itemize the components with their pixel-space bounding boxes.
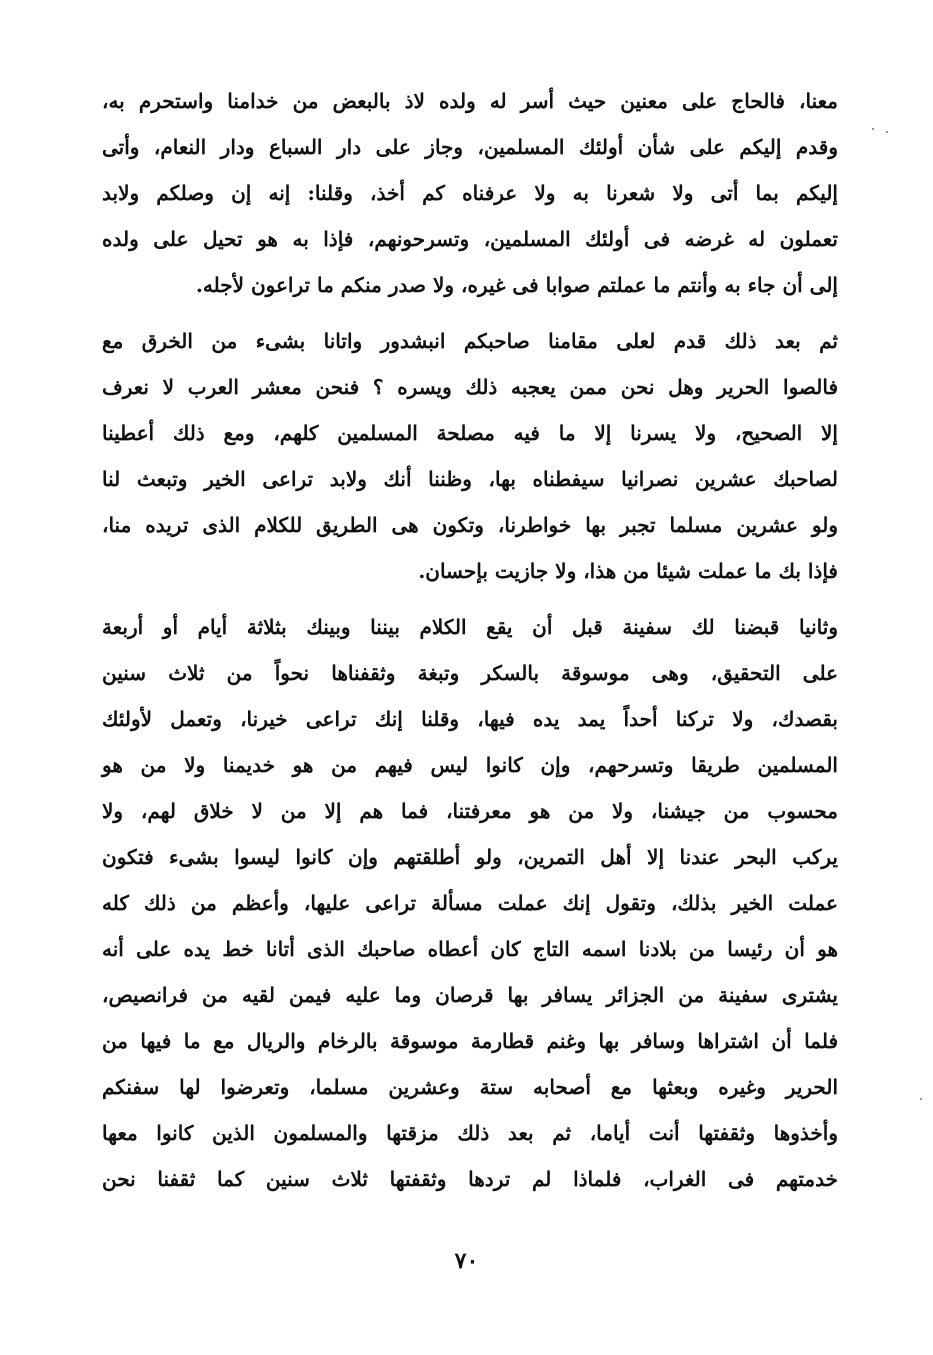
text-line: محسوب من جيشنا، ولا من هو معرفتنا، فما هم إلا من لا خلاق لهم، ولا [102, 799, 838, 823]
text-line: يركب البحر عندنا إلا أهل التمرين، ولو أطلقتهم وإن كانوا ليسوا بشىء فتكون [102, 845, 838, 869]
page-number: ٧٠ [454, 1248, 479, 1274]
scan-speck [920, 1098, 922, 1100]
text-line: إليكم بما أتى ولا شعرنا به ولا عرفناه كم أخذ، وقلنا: إنه إن وصلكم ولابد [102, 181, 838, 205]
text-line: عملت الخير بذلك، وتقول إنك عملت مسألة تراعى عليها، وأعظم من ذلك كله [102, 891, 838, 915]
text-line: وأخذوها وثقفتها أنت أياما، ثم بعد ذلك مزقتها والمسلمون الذين كانوا معها [102, 1121, 838, 1145]
text-line: الحرير وغيره وبعثها مع أصحابه ستة وعشرين مسلما، وتعرضوا لها سفنكم [102, 1075, 838, 1099]
text-line: إلى أن جاء به وأنتم ما عملتم صوابا فى غيره، ولا صدر منكم ما تراعون لأجله. [195, 273, 838, 297]
text-line: وثانيا قبضنا لك سفينة قبل أن يقع الكلام بيننا وبينك بثلاثة أيام أو أربعة [102, 615, 838, 639]
text-line: يشترى سفينة من الجزائر يسافر بها قرصان وما عليه فيمن لقيه من فرانصيص، [102, 983, 838, 1007]
text-line: المسلمين طريقا وتسرحهم، وإن كانوا ليس فيهم من هو خديمنا ولا من هو [102, 753, 838, 777]
text-line: فالصوا الحرير وهل نحن ممن يعجبه ذلك ويسره ؟ فنحن معشر العرب لا نعرف [102, 375, 838, 399]
text-line: وقدم إليكم على شأن أولئك المسلمين، وجاز على دار السباع ودار النعام، وأتى [102, 135, 838, 159]
scan-speck [872, 128, 874, 130]
text-line: على التحقيق، وهى موسوقة بالسكر وتبغة وثقفناها نحواً من ثلاث سنين [102, 661, 838, 685]
text-line: ولو عشرين مسلما تجبر بها خواطرنا، وتكون هى الطريق للكلام الذى تريده منا، [102, 513, 838, 537]
text-line: فإذا بك ما عملت شيئا من هذا، ولا جازيت بإحسان. [418, 559, 838, 583]
text-line: بقصدك، ولا تركنا أحداً يمد يده فيها، وقلنا إنك تراعى خيرنا، وتعمل لأولئك [102, 707, 838, 731]
scan-speck [886, 131, 888, 133]
paragraph-gap [102, 594, 838, 604]
text-line: معنا، فالحاج على معنين حيث أسر له ولده لاذ بالبعض من خدامنا واستحرم به، [102, 89, 838, 113]
text-line: إلا الصحيح، ولا يسرنا إلا ما فيه مصلحة المسلمين كلهم، ومع ذلك أعطينا [102, 421, 838, 445]
text-line: ثم بعد ذلك قدم لعلى مقامنا صاحبكم انبشدور واتانا بشىء من الخرق مع [102, 329, 838, 353]
text-line: فلما أن اشتراها وسافر بها وغنم قطارمة موسوقة بالرخام والريال مع ما فيها من [102, 1029, 839, 1053]
text-line: لصاحبك عشرين نصرانيا سيفطناه بها، وظننا أنك ولابد تراعى الخير وتبعث لنا [102, 467, 838, 491]
body-text [102, 78, 838, 1202]
text-line: خدمتهم فى الغراب، فلماذا لم تردها وثقفتها ثلاث سنين كما ثقفنا نحن [102, 1167, 839, 1191]
text-line: تعملون له غرضه فى أولئك المسلمين، وتسرحونهم، فإذا به هو تحيل على ولده [102, 227, 838, 251]
text-line: هو أن رئيسا من بلادنا اسمه التاج كان أعطاه صاحبك الذى أتانا خط يده على أنه [102, 937, 839, 961]
paragraph-gap [102, 308, 838, 318]
